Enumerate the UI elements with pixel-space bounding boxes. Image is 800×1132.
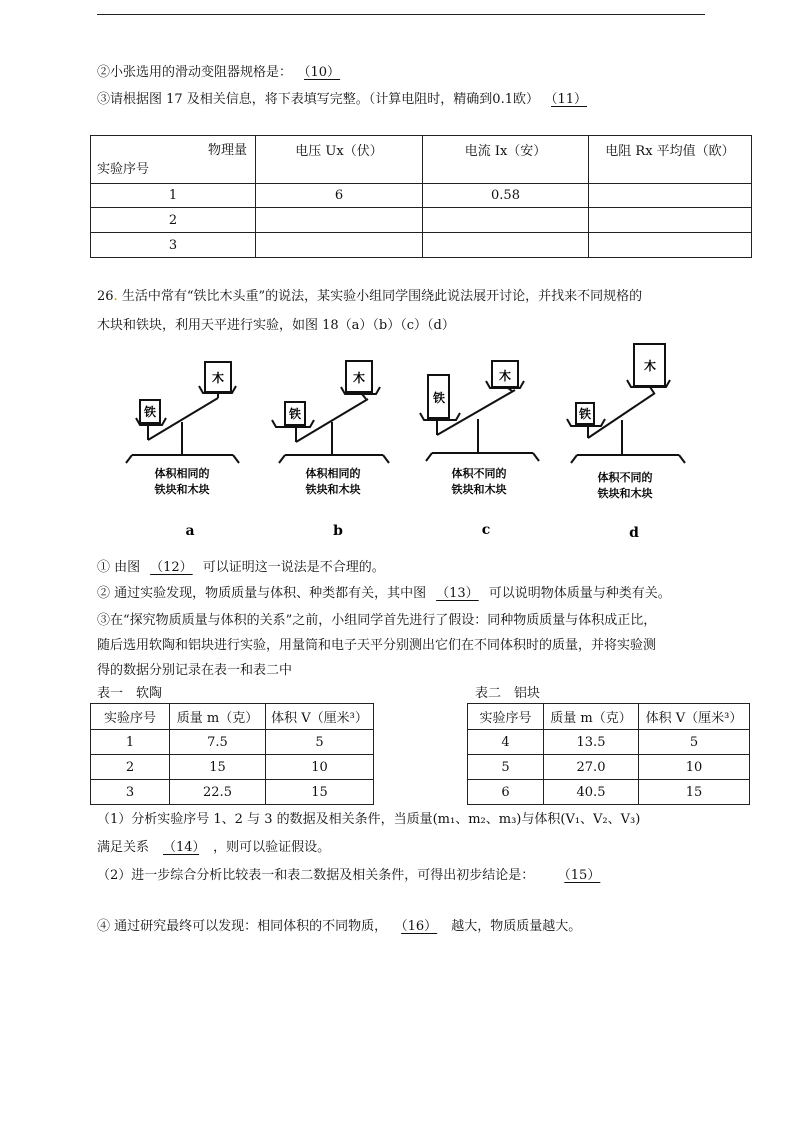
wood-label: 木 <box>643 359 657 373</box>
table-cell: 15 <box>266 780 374 805</box>
blank-15: （15） <box>564 868 601 883</box>
table-cell: 6 <box>468 780 544 805</box>
table-cell <box>423 208 589 233</box>
balance-diagrams <box>0 335 800 550</box>
q25-col-resistance: 电阻 Rx 平均值（欧） <box>589 136 752 184</box>
q26-s2 <box>97 582 671 601</box>
table-row <box>468 755 750 780</box>
figure-d <box>567 344 685 500</box>
figure-label-b: b <box>333 523 343 539</box>
caption-line2: 铁块和木块 <box>451 483 507 496</box>
top-rule <box>97 14 705 15</box>
iron-label: 铁 <box>578 407 592 421</box>
q25-line2-text: ②小张选用的滑动变阻器规格是： <box>97 65 293 80</box>
table-row <box>91 780 374 805</box>
table-cell: 2 <box>91 208 256 233</box>
table-row <box>91 208 752 233</box>
s4-prefix: ④ 通过研究最终可以发现：相同体积的不同物质， <box>97 919 388 934</box>
table-header: 质量 m（克） <box>170 704 266 730</box>
s4-suffix: 越大，物质质量越大。 <box>451 919 582 934</box>
table-cell: 5 <box>468 755 544 780</box>
table-cell <box>256 208 423 233</box>
caption-line1: 体积相同的 <box>305 467 361 480</box>
blank-10: （10） <box>304 65 341 80</box>
table-cell: 5 <box>266 730 374 755</box>
figure-c <box>420 361 539 496</box>
caption-line2: 铁块和木块 <box>597 487 653 500</box>
table-cell <box>256 233 423 258</box>
figure-b <box>272 361 389 496</box>
table-header: 实验序号 <box>468 704 544 730</box>
q26-p1-line2 <box>97 836 330 855</box>
table-header: 体积 V（厘米³） <box>639 704 750 730</box>
table-row <box>91 233 752 258</box>
q26-intro1-text: 生活中常有“铁比木头重”的说法，某实验小组同学围绕此说法展开讨论，并找来不同规格的 <box>121 289 643 304</box>
corner-header-bottom: 实验序号 <box>97 162 150 177</box>
p1-suffix: ，则可以验证假设。 <box>213 840 331 855</box>
blank-14: （14） <box>163 840 200 855</box>
q25-line3-text: ③请根据图 17 及相关信息，将下表填写完整。（计算电阻时，精确到0.1欧） <box>97 92 539 107</box>
q26-s4 <box>97 915 581 934</box>
table-cell: 4 <box>468 730 544 755</box>
caption-line2: 铁块和木块 <box>305 483 361 496</box>
table-cell <box>589 233 752 258</box>
caption-line1: 体积不同的 <box>451 467 507 480</box>
q25-table-corner <box>91 136 256 184</box>
iron-label: 铁 <box>432 391 446 405</box>
wood-label: 木 <box>352 371 366 385</box>
table-cell: 1 <box>91 184 256 208</box>
caption-line1: 体积相同的 <box>154 467 210 480</box>
table-cell: 0.58 <box>423 184 589 208</box>
caption-line1: 体积不同的 <box>597 471 653 484</box>
table-header: 体积 V（厘米³） <box>266 704 374 730</box>
blank-12: （12） <box>150 560 193 575</box>
p2-prefix: （2）进一步综合分析比较表一和表二数据及相关条件，可得出初步结论是： <box>97 868 535 883</box>
figure-label-c: c <box>481 522 491 538</box>
q26-s3-line2: 随后选用软陶和铝块进行实验，用量筒和电子天平分别测出它们在不同体积时的质量，并将实验测 <box>97 638 657 653</box>
table-row <box>91 730 374 755</box>
table-cell: 3 <box>91 233 256 258</box>
p1-prefix: 满足关系 <box>97 840 150 855</box>
table-cell: 6 <box>256 184 423 208</box>
figure-a <box>126 362 239 496</box>
question-number: 26 <box>97 289 114 304</box>
s2-prefix: ② 通过实验发现，物质质量与体积、种类都有关，其中图 <box>97 586 427 601</box>
table-header: 实验序号 <box>91 704 170 730</box>
table-cell: 2 <box>91 755 170 780</box>
blank-13: （13） <box>436 586 479 601</box>
q25-col-voltage: 电压 Ux（伏） <box>256 136 423 184</box>
q25-table <box>90 135 752 258</box>
table-cell: 3 <box>91 780 170 805</box>
q26-s3-line3: 得的数据分别记录在表一和表二中 <box>97 663 293 678</box>
table-header-row <box>91 704 374 730</box>
table-cell <box>589 208 752 233</box>
wood-label: 木 <box>498 369 512 383</box>
corner-header-top: 物理量 <box>207 143 247 158</box>
table-cell: 5 <box>639 730 750 755</box>
blank-11: （11） <box>550 92 588 107</box>
wood-label: 木 <box>211 371 225 385</box>
table-cell: 22.5 <box>170 780 266 805</box>
q26-p1-line1: （1）分析实验序号 1、2 与 3 的数据及相关条件，当质量(m₁、m₂、m₃)与体积(V₁、V₂、V₃) <box>97 812 641 827</box>
table-cell: 10 <box>266 755 374 780</box>
table-header-row <box>468 704 750 730</box>
q26-p2 <box>97 864 630 883</box>
table-cell: 13.5 <box>544 730 639 755</box>
s2-suffix: 可以说明物体质量与种类有关。 <box>488 586 671 601</box>
q26-intro-line1: 26. 生活中常有“铁比木头重”的说法，某实验小组同学围绕此说法展开讨论，并找来不同规格的 <box>97 289 643 304</box>
table-cell: 15 <box>170 755 266 780</box>
table-row <box>468 780 750 805</box>
table-row <box>91 755 374 780</box>
table1-title: 表一 软陶 <box>97 686 163 701</box>
table-cell: 27.0 <box>544 755 639 780</box>
caption-line2: 铁块和木块 <box>154 483 210 496</box>
q26-s1 <box>97 556 385 575</box>
table-cell <box>423 233 589 258</box>
iron-label: 铁 <box>143 405 157 419</box>
table2 <box>467 703 750 805</box>
table-row <box>468 730 750 755</box>
table-cell: 40.5 <box>544 780 639 805</box>
q25-line2 <box>97 61 352 80</box>
s1-prefix: ① 由图 <box>97 560 141 575</box>
q26-intro-line2: 木块和铁块，利用天平进行实验，如图 18（a）（b）（c）（d） <box>97 318 455 333</box>
table1 <box>90 703 374 805</box>
table-cell: 1 <box>91 730 170 755</box>
q25-col-current: 电流 Ix（安） <box>423 136 589 184</box>
blank-16: （16） <box>401 919 438 934</box>
table-cell: 15 <box>639 780 750 805</box>
q26-s3-line1: ③在“探究物质质量与体积的关系”之前，小组同学首先进行了假设：同种物质质量与体积成正比， <box>97 613 657 628</box>
figure-label-a: a <box>185 523 195 539</box>
table-cell: 7.5 <box>170 730 266 755</box>
iron-label: 铁 <box>288 407 302 421</box>
table2-title: 表二 铝块 <box>475 686 541 701</box>
figure-label-d: d <box>629 525 639 541</box>
table-header: 质量 m（克） <box>544 704 639 730</box>
s1-suffix: 可以证明这一说法是不合理的。 <box>202 560 385 575</box>
table-cell <box>589 184 752 208</box>
table-cell: 10 <box>639 755 750 780</box>
table-row <box>91 184 752 208</box>
q25-line3 <box>97 88 599 107</box>
